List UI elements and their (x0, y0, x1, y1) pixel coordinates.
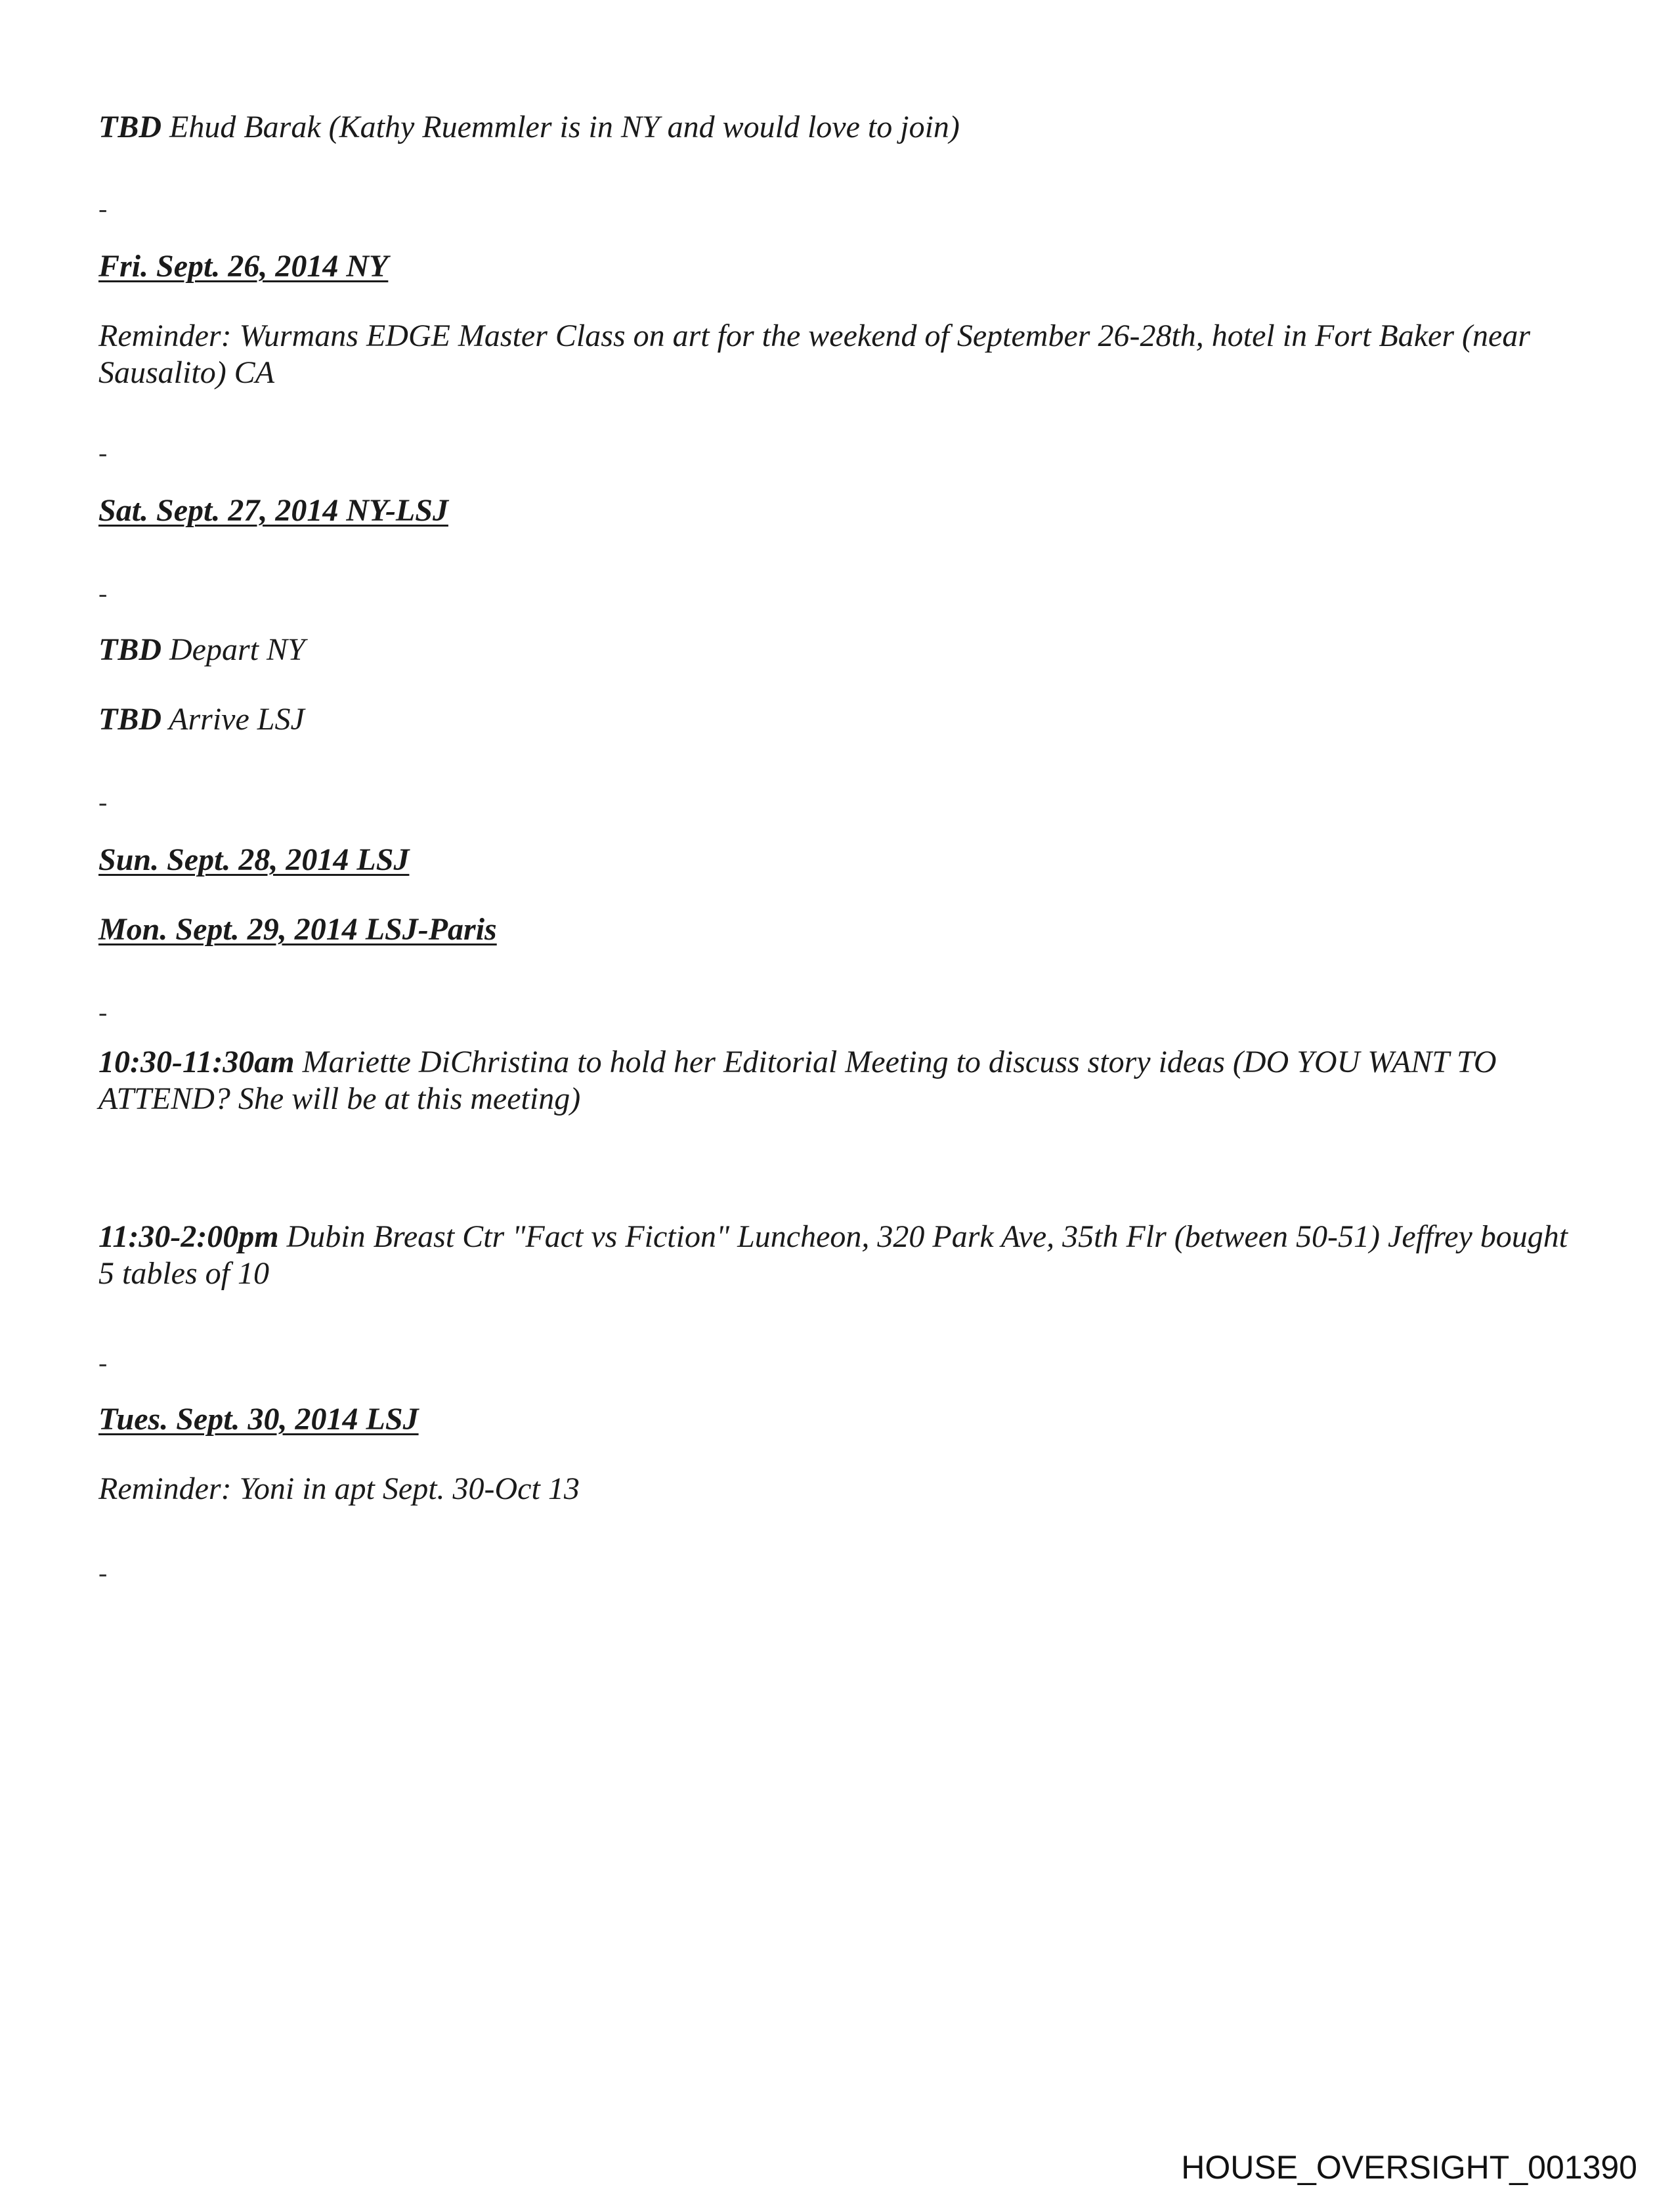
day-heading-fri: Fri. Sept. 26, 2014 NY (98, 249, 389, 284)
entry-text: Arrive LSJ (169, 702, 305, 737)
entry-text: Depart NY (169, 632, 305, 667)
separator: - (98, 787, 108, 817)
separator: - (98, 194, 108, 223)
day-heading-sun: Sun. Sept. 28, 2014 LSJ (98, 842, 410, 877)
entry-luncheon (98, 1219, 1582, 1292)
entry-text: Ehud Barak (Kathy Ruemmler is in NY and would love to join) (169, 110, 960, 144)
entry-ehud-barak (98, 109, 1582, 146)
entry-text: Dubin Breast Ctr "Fact vs Fiction" Luncheon, 320 Park Ave, 35th Flr (between 50-51) Jeffrey bought 5 tables of 10 (98, 1219, 1568, 1291)
entry-depart (98, 632, 1582, 668)
day-heading-mon: Mon. Sept. 29, 2014 LSJ-Paris (98, 912, 497, 947)
separator: - (98, 438, 108, 467)
separator: - (98, 578, 108, 608)
reminder-yoni: Reminder: Yoni in apt Sept. 30-Oct 13 (98, 1471, 580, 1506)
reminder-wurmans: Reminder: Wurmans EDGE Master Class on art for the weekend of September 26-28th, hotel in Fort Baker (near Sausalito) CA (98, 318, 1530, 390)
entry-time: TBD (98, 702, 161, 737)
entry-time: 11:30-2:00pm (98, 1219, 279, 1254)
day-heading-tue: Tues. Sept. 30, 2014 LSJ (98, 1402, 419, 1437)
entry-arrive (98, 701, 1582, 738)
entry-time: TBD (98, 632, 161, 667)
separator: - (98, 997, 108, 1027)
separator: - (98, 1558, 108, 1588)
entry-time: TBD (98, 110, 161, 144)
entry-editorial-meeting (98, 1044, 1582, 1117)
entry-text: Mariette DiChristina to hold her Editorial Meeting to discuss story ideas (DO YOU WANT TO ATTEND? She will be at this meeting) (98, 1045, 1497, 1116)
separator: - (98, 1348, 108, 1377)
day-heading-sat: Sat. Sept. 27, 2014 NY-LSJ (98, 493, 448, 528)
entry-time: 10:30-11:30am (98, 1045, 295, 1079)
bates-number: HOUSE_OVERSIGHT_001390 (1181, 2149, 1637, 2186)
